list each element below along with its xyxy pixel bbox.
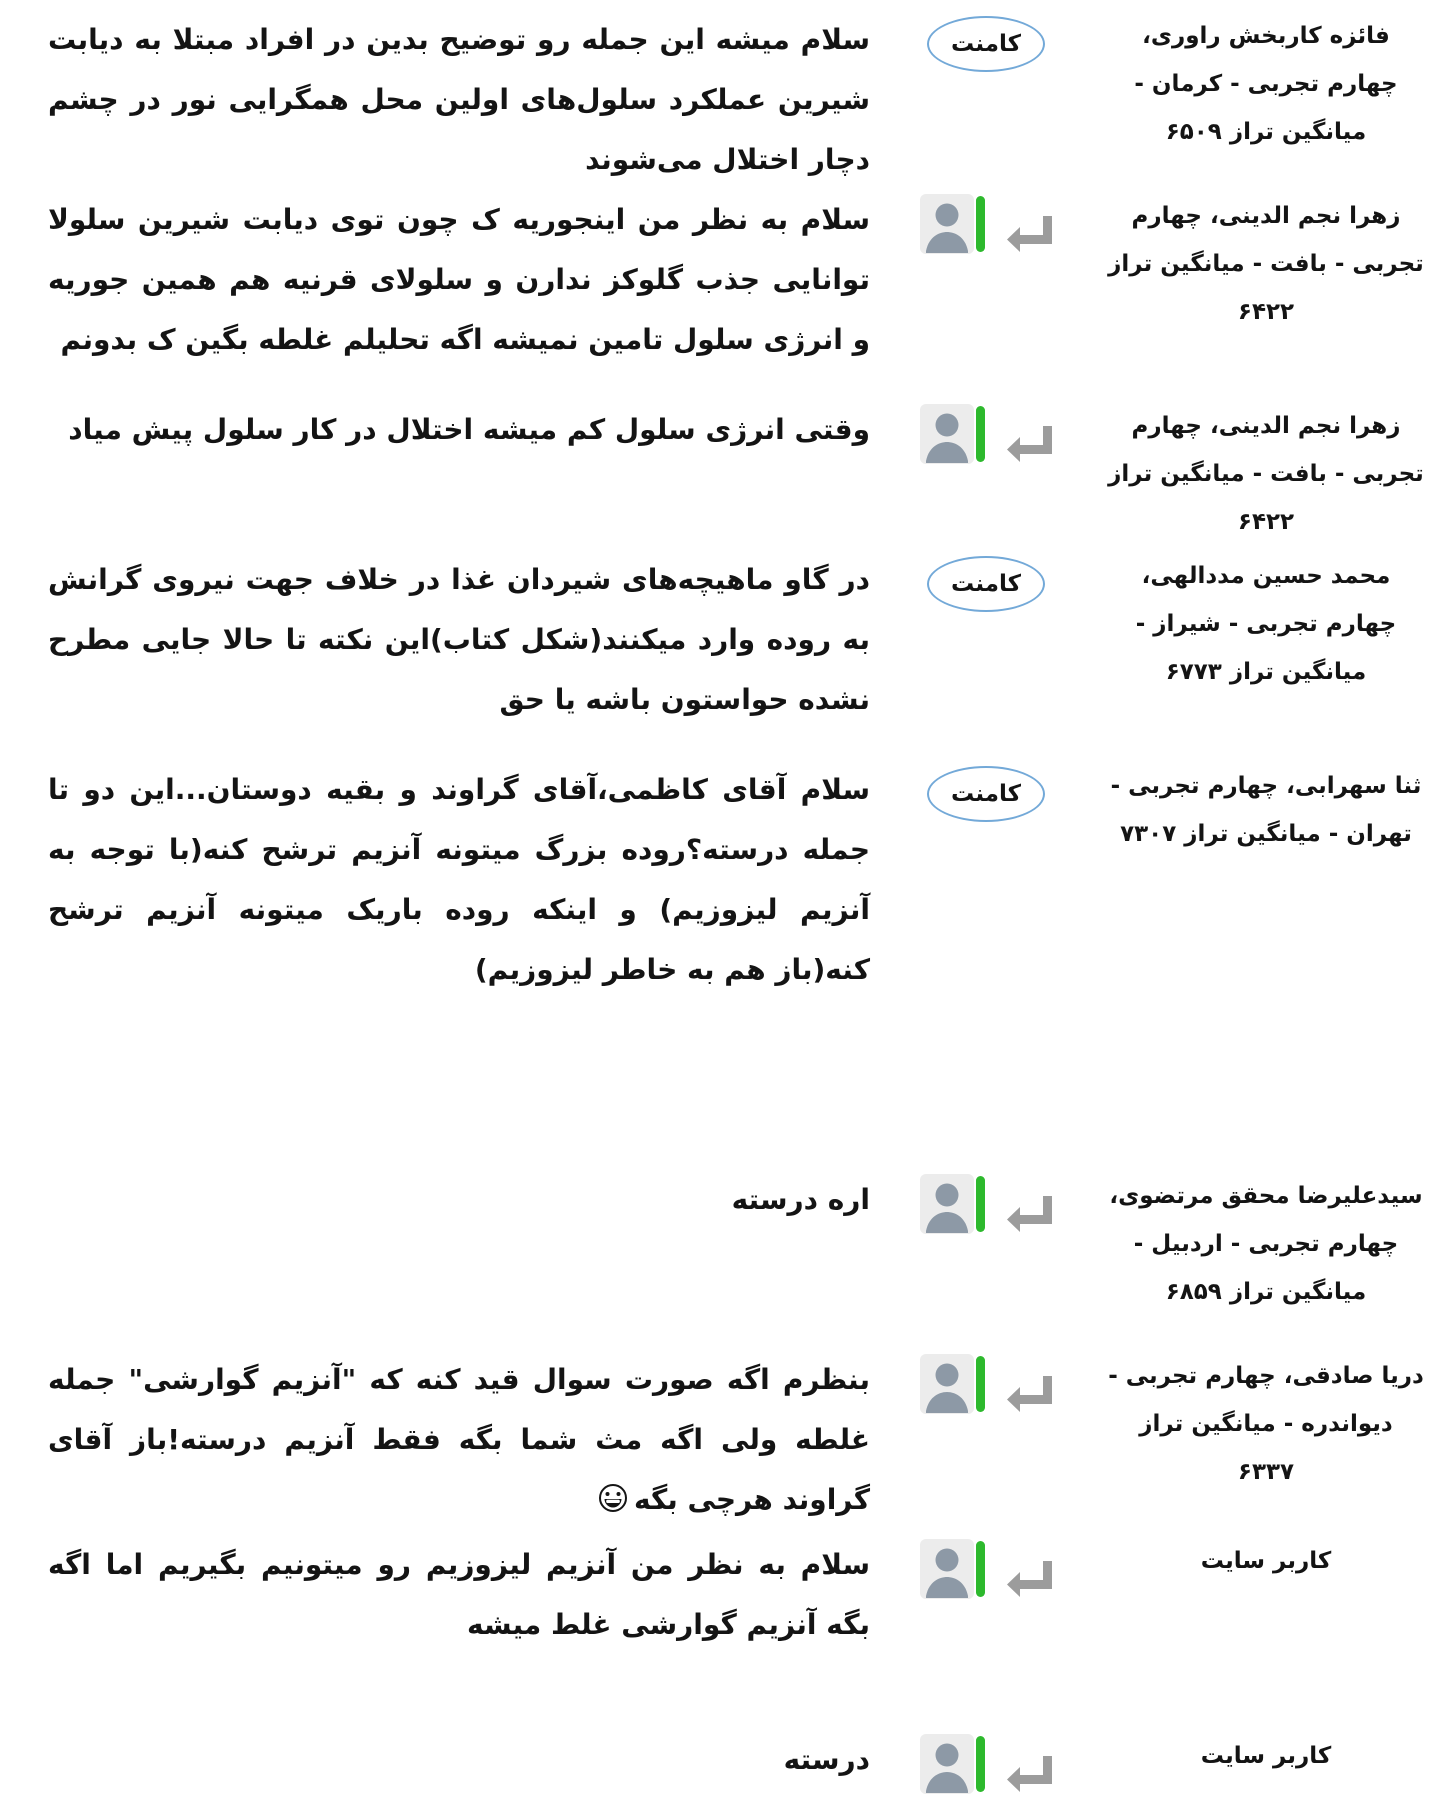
comment-author: کاربر سایت xyxy=(1200,1548,1332,1574)
comment-row xyxy=(0,1350,1432,1530)
comment-indicator xyxy=(872,190,1100,258)
status-indicator-bar xyxy=(976,406,985,462)
comment-indicator xyxy=(872,1730,1100,1798)
comment-indicator xyxy=(872,1535,1100,1603)
comment-text xyxy=(0,1350,872,1530)
status-indicator-bar xyxy=(976,1541,985,1597)
comment-body: وقتی انرژی سلول کم میشه اختلال در کار سلول پیش میاد xyxy=(68,413,870,446)
reply-arrow-icon xyxy=(1007,1559,1053,1603)
status-indicator-bar xyxy=(976,1176,985,1232)
comment-text xyxy=(0,1730,872,1790)
comment-indicator xyxy=(872,10,1100,72)
status-indicator-bar xyxy=(976,1356,985,1412)
comment-badge-button[interactable] xyxy=(927,16,1045,72)
comment-text xyxy=(0,400,872,460)
comment-row xyxy=(0,550,1432,730)
comment-body: درسته xyxy=(783,1743,870,1776)
comment-body: سلام آقای کاظمی،آقای گراوند و بقیه دوستان...این دو تا جمله درسته؟روده بزرگ میتونه آنزیم ترشح کنه(با توجه به آنزیم لیزوزیم) و اینکه روده باریک میتونه آنزیم ترشح کنه(باز هم به خاطر لیزوزیم) xyxy=(48,773,870,986)
grinning-emoji-icon xyxy=(598,1483,628,1513)
comment-author: ثنا سهرابی، چهارم تجربی - تهران - میانگین تراز ۷۳۰۷ xyxy=(1110,773,1422,847)
comment-row xyxy=(0,760,1432,1000)
reply-indicator-group xyxy=(920,1174,1053,1238)
user-avatar-icon xyxy=(920,194,974,254)
user-avatar-icon xyxy=(920,1734,974,1794)
comment-text xyxy=(0,190,872,370)
comment-body: در گاو ماهیچه‌های شیردان غذا در خلاف جهت نیروی گرانش به روده وارد میکنند(شکل کتاب)این نکته تا حالا جایی مطرح نشده حواستون باشه یا حق xyxy=(48,563,870,716)
comment-author: زهرا نجم الدینی، چهارم تجربی - بافت - میانگین تراز ۶۴۲۲ xyxy=(1108,413,1424,535)
comment-body: سلام میشه این جمله رو توضیح بدین در افراد مبتلا به دیابت شیرین عملکرد سلول‌های اولین محل همگرایی نور در چشم دچار اختلال می‌شوند xyxy=(48,23,870,176)
comment-row xyxy=(0,400,1432,546)
comment-badge-label: کامنت xyxy=(951,571,1021,597)
user-avatar-icon xyxy=(920,404,974,464)
reply-indicator-group xyxy=(920,404,1053,468)
comment-body: بنظرم اگه صورت سوال قید کنه که "آنزیم گوارشی" جمله غلطه ولی اگه مث شما بگه فقط آنزیم درسته!باز آقای گراوند هرچی بگه xyxy=(48,1363,870,1516)
comment-indicator xyxy=(872,400,1100,468)
comment-badge-button[interactable] xyxy=(927,766,1045,822)
comment-indicator xyxy=(872,760,1100,822)
comment-row xyxy=(0,10,1432,190)
comment-row xyxy=(0,1730,1432,1798)
comment-author: محمد حسین مددالهی، چهارم تجربی - شیراز - میانگین تراز ۶۷۷۳ xyxy=(1135,563,1397,685)
comment-body: اره درسته xyxy=(731,1183,870,1216)
comment-author: کاربر سایت xyxy=(1200,1743,1332,1769)
reply-indicator-group xyxy=(920,1354,1053,1418)
comment-author: دریا صادقی، چهارم تجربی - دیواندره - میانگین تراز ۶۳۳۷ xyxy=(1108,1363,1424,1485)
comment-row xyxy=(0,1535,1432,1655)
comment-badge-label: کامنت xyxy=(951,781,1021,807)
reply-indicator-group xyxy=(920,194,1053,258)
comment-body: سلام به نظر من آنزیم لیزوزیم رو میتونیم بگیریم اما اگه بگه آنزیم گوارشی غلط میشه xyxy=(48,1548,870,1641)
user-avatar-icon xyxy=(920,1174,974,1234)
user-avatar-icon xyxy=(920,1354,974,1414)
comment-body: سلام به نظر من اینجوریه ک چون توی دیابت شیرین سلولا توانایی جذب گلوکز ندارن و سلولای قرنیه هم همین جوریه و انرژی سلول تامین نمیشه اگه تحلیلم غلطه بگین ک بدونم xyxy=(48,203,870,356)
reply-arrow-icon xyxy=(1007,1374,1053,1418)
comment-author: سیدعلیرضا محقق مرتضوی، چهارم تجربی - اردبیل - میانگین تراز ۶۸۵۹ xyxy=(1109,1183,1423,1305)
comment-author: زهرا نجم الدینی، چهارم تجربی - بافت - میانگین تراز ۶۴۲۲ xyxy=(1108,203,1424,325)
comment-row xyxy=(0,1170,1432,1316)
comment-indicator xyxy=(872,1350,1100,1418)
comment-badge-label: کامنت xyxy=(951,31,1021,57)
comment-author: فائزه کاربخش راوری، چهارم تجربی - کرمان - میانگین تراز ۶۵۰۹ xyxy=(1134,23,1398,145)
reply-indicator-group xyxy=(920,1539,1053,1603)
comment-text xyxy=(0,1170,872,1230)
comment-indicator xyxy=(872,1170,1100,1238)
reply-arrow-icon xyxy=(1007,1754,1053,1798)
comment-text xyxy=(0,1535,872,1655)
reply-arrow-icon xyxy=(1007,424,1053,468)
comment-badge-button[interactable] xyxy=(927,556,1045,612)
status-indicator-bar xyxy=(976,1736,985,1792)
comment-text xyxy=(0,550,872,730)
comment-text xyxy=(0,760,872,1000)
reply-arrow-icon xyxy=(1007,1194,1053,1238)
user-avatar-icon xyxy=(920,1539,974,1599)
comment-indicator xyxy=(872,550,1100,612)
reply-indicator-group xyxy=(920,1734,1053,1798)
comment-text xyxy=(0,10,872,190)
status-indicator-bar xyxy=(976,196,985,252)
reply-arrow-icon xyxy=(1007,214,1053,258)
comment-row xyxy=(0,190,1432,370)
